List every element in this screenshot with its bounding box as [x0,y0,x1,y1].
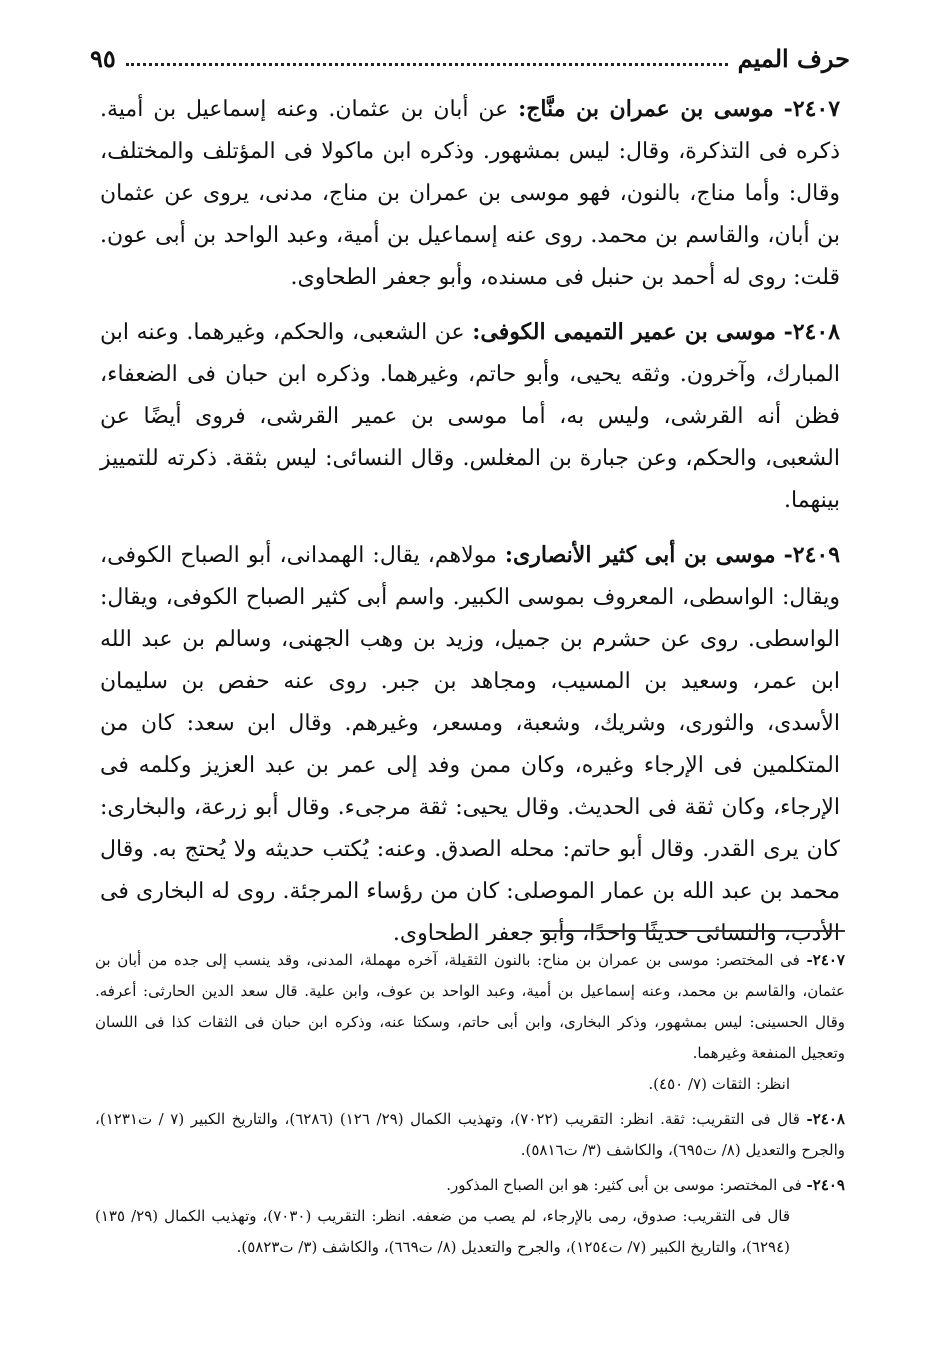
main-text [100,88,840,967]
footnote-2408 [95,1104,845,1166]
footnote-reference: انظر: الثقات (٧/ ٤٥٠). [648,1075,790,1093]
entry-name: موسى بن عمير التميمى الكوفى: [472,319,776,345]
entry-text: عن الشعبى، والحكم، وغيرهما. وعنه ابن المبارك، وآخرون. وثقه يحيى، وأبو حاتم، وغيرهما. وذكره ابن حبان فى الضعفاء، فظن أنه القرشى، وليس به، أما موسى بن عمير القرشى، فروى أيضًا عن الشعبى، والحكم، وعن جبارة بن المغلس. وقال النسائى: ليس بثقة. ذكرته للتمييز بينهما. [100,320,840,513]
page-number: ٩٥ [90,43,116,73]
entry-number: ٢٤٠٨- [783,319,840,345]
footnote-text: فى المختصر: موسى بن أبى كثير: هو ابن الصباح المذكور. [446,1176,802,1194]
entry-2407 [100,88,840,299]
entry-name: موسى بن عمران بن منَّاج: [518,96,774,122]
entry-2409 [100,534,840,955]
chapter-title: حرف الميم [737,43,850,73]
footnote-number: ٢٤٠٩- [806,1176,845,1194]
entry-text: مولاهم، يقال: الهمدانى، أبو الصباح الكوفى، ويقال: الواسطى، المعروف بموسى الكبير. واسم أبى كثير الصباح الكوفى، ويقال: الواسطى. روى عن حشرم بن جميل، وزيد بن وهب الجهنى، وسالم بن عبد الله ابن عمر، وسعيد بن المسيب، ومجاهد بن جبر. روى عنه حفص بن سليمان الأسدى، والثورى، وشريك، وشعبة، ومسعر، وغيرهم. وقال ابن سعد: كان من المتكلمين فى الإرجاء وغيره، وكان ممن وفد إلى عمر بن عبد العزيز وكلمه فى الإرجاء، وكان ثقة فى الحديث. وقال يحيى: ثقة مرجىء. وقال أبو زرعة، والبخارى: كان يرى القدر. وقال أبو حاتم: محله الصدق. وعنه: يُكتب حديثه ولا يُحتج به. وقال محمد بن عبد الله بن عمار الموصلى: كان من رؤساء المرجئة. روى له البخارى فى الأدب، والنسائى حديثًا واحدًا، وأبو جعفر الطحاوى. [100,543,841,946]
footnote-text: قال فى التقريب: ثقة. انظر: التقريب (٧٠٢٢)، وتهذيب الكمال (٢٩/ ١٢٦) (٦٢٨٦)، والتاريخ الكبير (٧ / ت١٢٣١)، والجرح والتعديل (٨/ ت٦٩٥)، والكاشف (٣/ ت٥٨١٦). [95,1110,845,1159]
entry-name: موسى بن أبى كثير الأنصارى: [504,542,776,568]
footnote-2409 [95,1170,845,1263]
entry-text: عن أبان بن عثمان. وعنه إسماعيل بن أمية. ذكره فى التذكرة، وقال: ليس بمشهور. وذكره ابن ماكولا فى المؤتلف والمختلف، وقال: وأما مناج، بالنون، فهو موسى بن عمران بن مناج، مدنى، يروى عن عثمان بن أبان، والقاسم بن محمد. روى عنه إسماعيل بن أمية، وعبد الواحد بن أبى عون. قلت: روى له أحمد بن حنبل فى مسنده، وأبو جعفر الطحاوى. [100,97,840,290]
footnotes [95,945,845,1267]
running-header [90,38,850,78]
header-dot-leader [126,63,728,66]
footnote-text: فى المختصر: موسى بن عمران بن مناح: بالنون الثقيلة، آخره مهملة، المدنى، وقد ينسب إلى جده من أبان بن عثمان، والقاسم بن محمد، وعنه إسماعيل بن أمية، وعبد الواحد بن عوف، وابن علية. قال سعد الدين الحارثى: أعرفه. وقال الحسينى: ليس بمشهور، وذكر البخارى، وابن أبى حاتم، وسكتا عنه، وذكره ابن حبان فى الثقات كذا فى اللسان وتعجيل المنفعة وغيرهما. [95,951,845,1062]
footnote-number: ٢٤٠٧- [806,951,845,969]
footnote-text-continued: قال فى التقريب: صدوق، رمى بالإرجاء، لم يصب من ضعفه. انظر: التقريب (٧٠٣٠)، وتهذيب الكمال (٢٩/ ١٣٥) (٦٢٩٤)، والتاريخ الكبير (٧/ ت١٢٥٤)، والجرح والتعديل (٨/ ت٦٦٩)، والكاشف (٣/ ت٥٨٢٣). [95,1207,790,1256]
entry-2408 [100,311,840,522]
footnote-2407 [95,945,845,1100]
entry-number: ٢٤٠٧- [783,96,841,122]
footnote-number: ٢٤٠٨- [806,1110,845,1128]
entry-number: ٢٤٠٩- [783,542,841,568]
footnote-divider [540,930,845,932]
